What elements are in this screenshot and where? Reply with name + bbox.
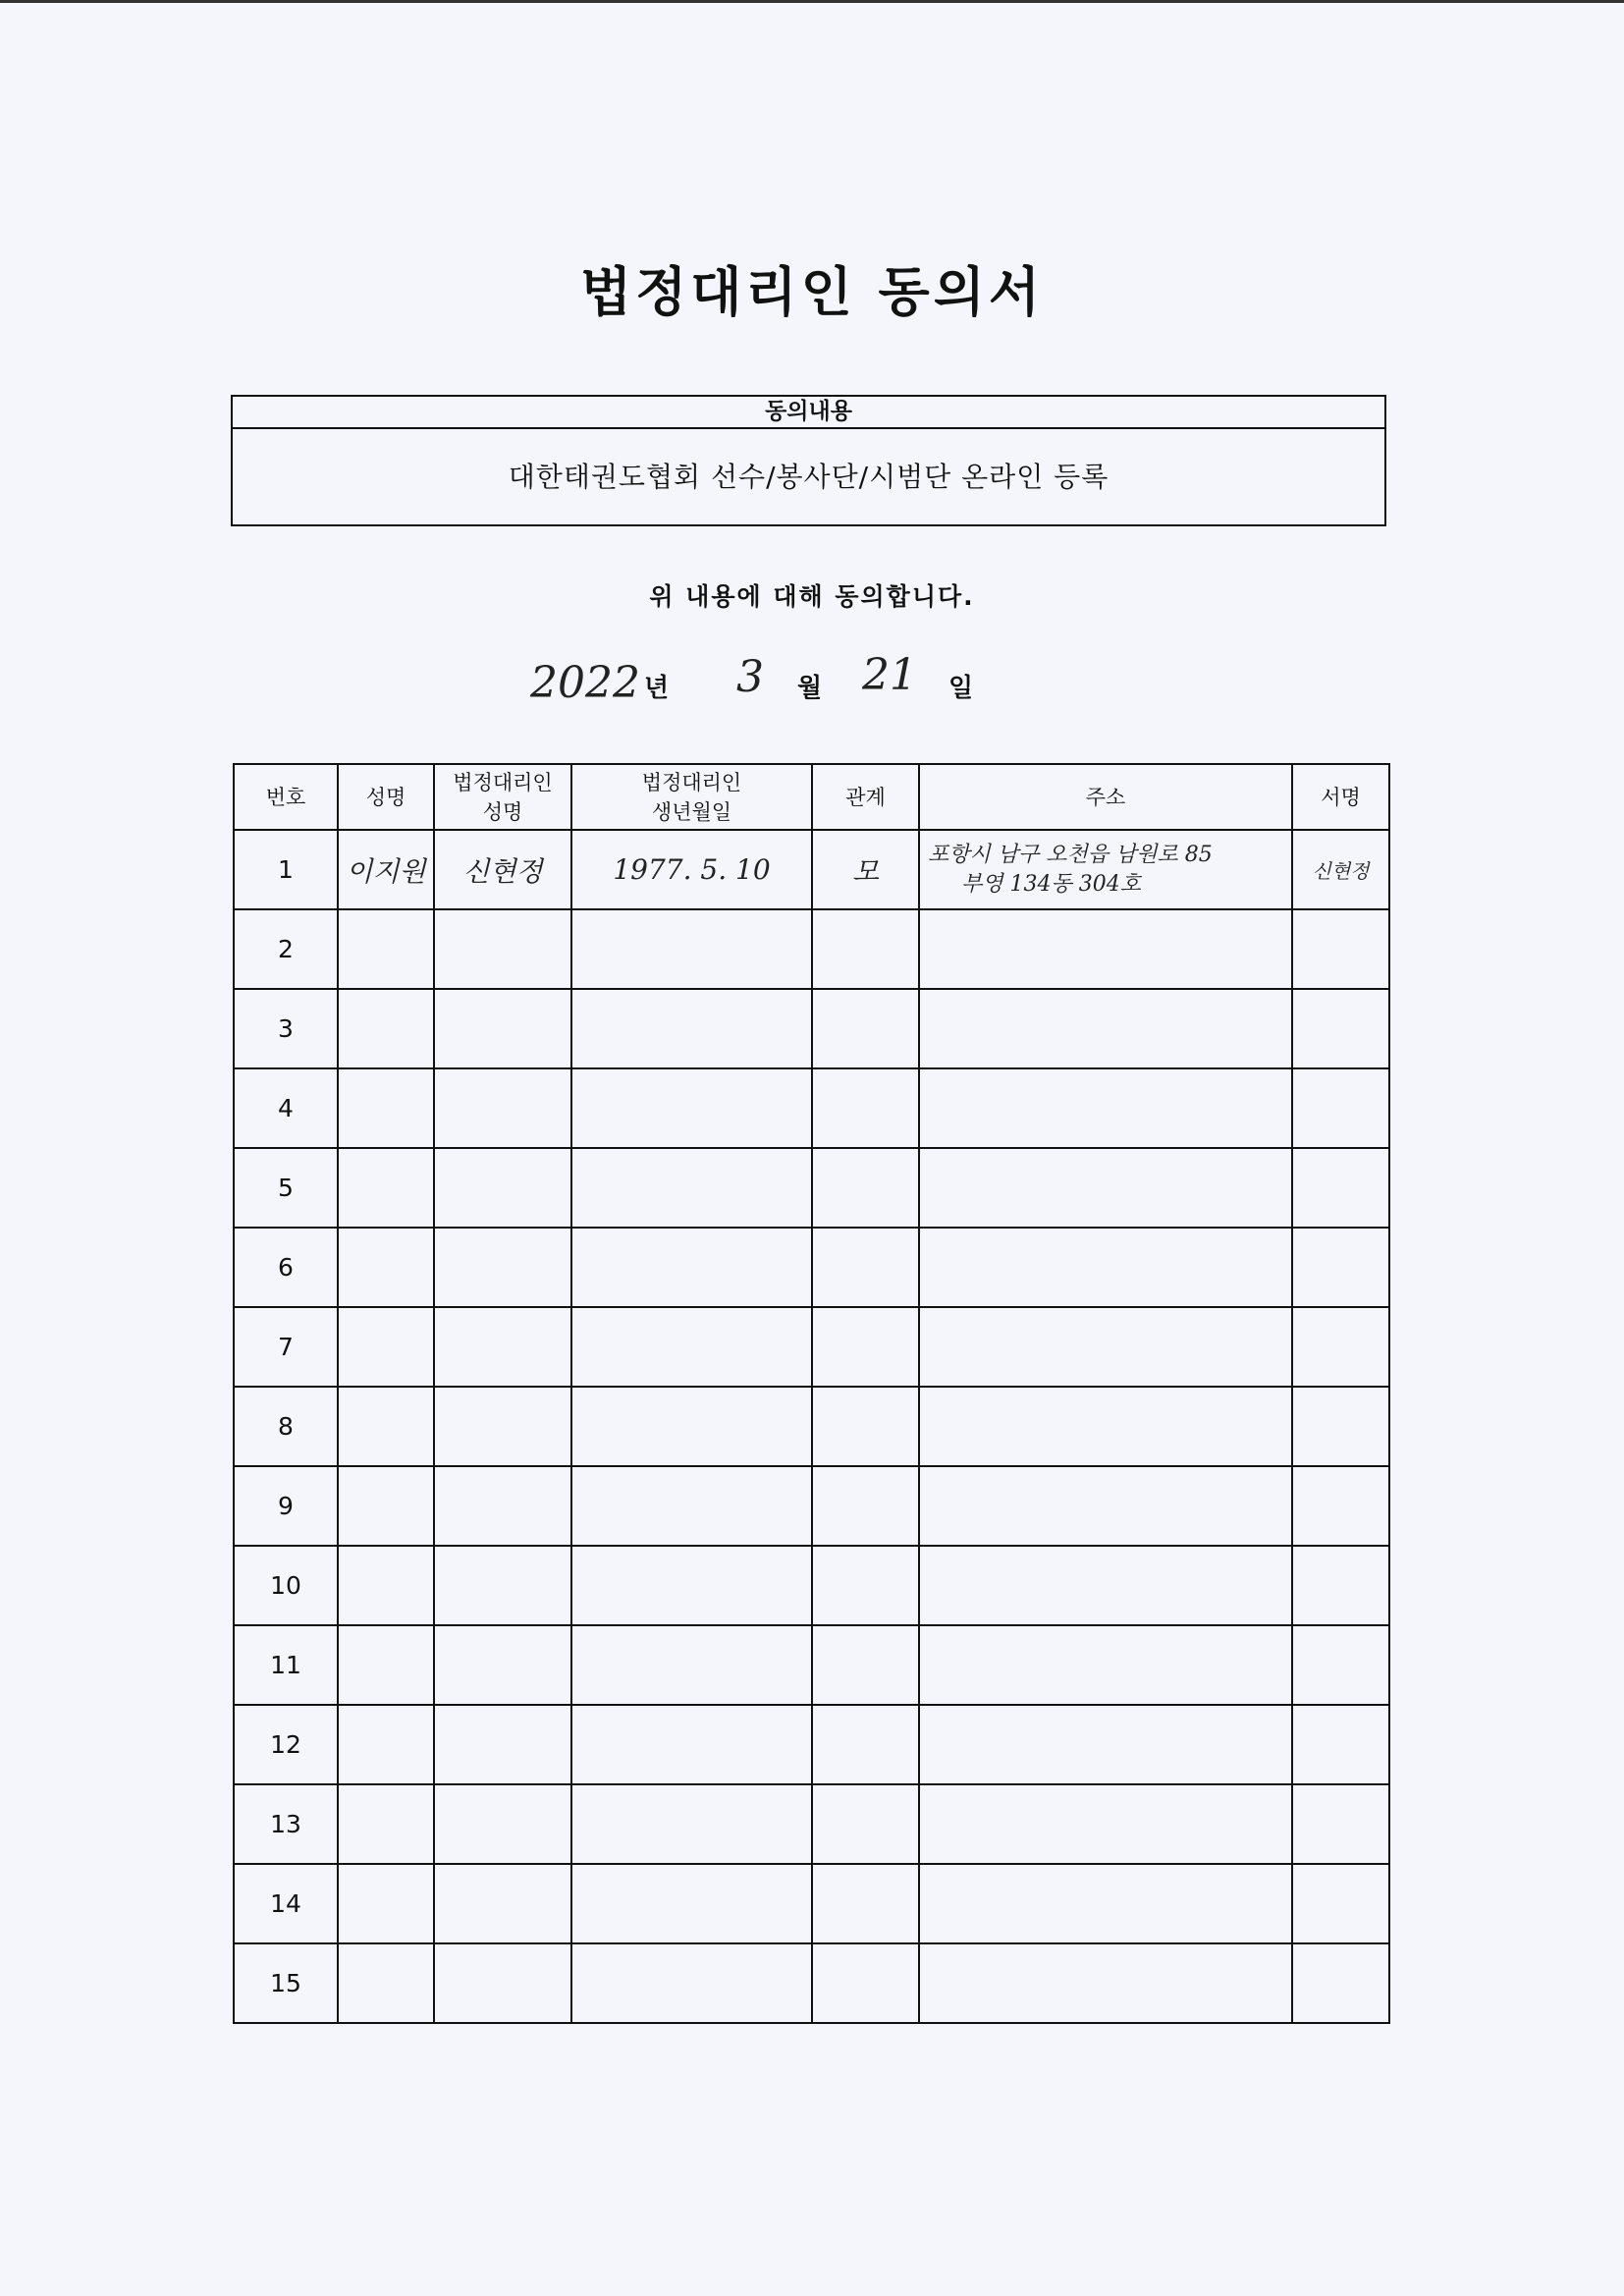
row-guardian-birth: 1977. 5. 10 <box>571 830 812 909</box>
row-no: 7 <box>234 1307 338 1387</box>
table-row <box>234 1784 1389 1864</box>
row-no: 9 <box>234 1466 338 1546</box>
row-name[interactable] <box>338 1466 434 1546</box>
header-name: 성명 <box>338 764 434 830</box>
row-relation[interactable] <box>812 1943 919 2023</box>
row-guardian-birth[interactable] <box>571 909 812 989</box>
row-address[interactable] <box>919 1943 1292 2023</box>
row-guardian-name[interactable] <box>434 909 571 989</box>
header-no: 번호 <box>234 764 338 830</box>
consent-content: 대한태권도협회 선수/봉사단/시범단 온라인 등록 <box>508 461 1110 493</box>
row-guardian-name[interactable] <box>434 1625 571 1705</box>
table-row <box>234 1864 1389 1943</box>
table-row <box>234 1546 1389 1625</box>
row-guardian-name[interactable] <box>434 1387 571 1466</box>
guardian-roster-table <box>233 763 1390 2024</box>
row-name[interactable] <box>338 1068 434 1148</box>
row-guardian-name[interactable] <box>434 1307 571 1387</box>
header-signature: 서명 <box>1292 764 1389 830</box>
row-guardian-name[interactable] <box>434 1943 571 2023</box>
row-relation[interactable] <box>812 1148 919 1228</box>
row-relation[interactable] <box>812 1864 919 1943</box>
row-guardian-birth[interactable] <box>571 1705 812 1784</box>
row-address[interactable] <box>919 1307 1292 1387</box>
row-signature[interactable] <box>1292 1784 1389 1864</box>
row-no: 8 <box>234 1387 338 1466</box>
row-relation: 모 <box>812 830 919 909</box>
row-relation[interactable] <box>812 1307 919 1387</box>
row-guardian-name[interactable] <box>434 1466 571 1546</box>
row-no: 11 <box>234 1625 338 1705</box>
table-row <box>234 1705 1389 1784</box>
agreement-statement: 위 내용에 대해 동의합니다. <box>649 582 975 611</box>
row-address[interactable] <box>919 989 1292 1068</box>
row-relation[interactable] <box>812 1387 919 1466</box>
row-guardian-birth[interactable] <box>571 1307 812 1387</box>
row-relation[interactable] <box>812 1466 919 1546</box>
row-guardian-name[interactable] <box>434 1705 571 1784</box>
row-guardian-name[interactable] <box>434 1864 571 1943</box>
row-relation[interactable] <box>812 1068 919 1148</box>
row-guardian-name: 신현정 <box>434 830 571 909</box>
row-guardian-name[interactable] <box>434 1228 571 1307</box>
row-name[interactable] <box>338 1943 434 2023</box>
row-no: 5 <box>234 1148 338 1228</box>
table-row <box>234 1068 1389 1148</box>
row-guardian-name[interactable] <box>434 989 571 1068</box>
row-signature[interactable] <box>1292 1705 1389 1784</box>
header-guardian-name-line1: 법정대리인 <box>453 770 553 794</box>
row-address[interactable] <box>919 1466 1292 1546</box>
row-signature[interactable] <box>1292 1148 1389 1228</box>
row-address[interactable] <box>919 1068 1292 1148</box>
document-title: 법정대리인 동의서 <box>579 261 1045 323</box>
consent-box <box>231 395 1386 526</box>
row-no: 1 <box>234 830 338 909</box>
date-month-unit: 월 <box>797 674 823 703</box>
row-no: 6 <box>234 1228 338 1307</box>
table-row <box>234 1228 1389 1307</box>
row-guardian-birth[interactable] <box>571 1864 812 1943</box>
row-relation[interactable] <box>812 1784 919 1864</box>
row-name[interactable] <box>338 1148 434 1228</box>
table-row <box>234 830 1389 909</box>
header-guardian-name <box>434 764 571 830</box>
row-address[interactable] <box>919 1148 1292 1228</box>
row-no: 2 <box>234 909 338 989</box>
row-no: 15 <box>234 1943 338 2023</box>
row-name[interactable] <box>338 1784 434 1864</box>
row-signature: 신현정 <box>1292 830 1389 909</box>
header-address: 주소 <box>919 764 1292 830</box>
top-edge-rule <box>0 0 1624 3</box>
row-address[interactable] <box>919 1228 1292 1307</box>
date-day-unit: 일 <box>948 674 974 703</box>
row-relation[interactable] <box>812 989 919 1068</box>
header-guardian-birth-line2: 생년월일 <box>651 799 732 824</box>
row-guardian-birth[interactable] <box>571 1625 812 1705</box>
row-relation[interactable] <box>812 1228 919 1307</box>
table-row <box>234 1466 1389 1546</box>
row-address[interactable] <box>919 909 1292 989</box>
row-name[interactable] <box>338 989 434 1068</box>
row-no: 13 <box>234 1784 338 1864</box>
consent-heading: 동의내용 <box>233 397 1384 429</box>
table-row <box>234 1625 1389 1705</box>
row-guardian-birth[interactable] <box>571 1148 812 1228</box>
row-address[interactable] <box>919 1705 1292 1784</box>
row-address[interactable] <box>919 1387 1292 1466</box>
row-no: 10 <box>234 1546 338 1625</box>
header-guardian-birth-line1: 법정대리인 <box>641 770 742 794</box>
row-guardian-name[interactable] <box>434 1546 571 1625</box>
row-address[interactable] <box>919 1625 1292 1705</box>
row-signature[interactable] <box>1292 1625 1389 1705</box>
table-row <box>234 909 1389 989</box>
row-signature[interactable] <box>1292 1466 1389 1546</box>
row-no: 14 <box>234 1864 338 1943</box>
row-signature[interactable] <box>1292 1228 1389 1307</box>
row-guardian-name[interactable] <box>434 1068 571 1148</box>
row-guardian-birth[interactable] <box>571 1068 812 1148</box>
header-guardian-birth <box>571 764 812 830</box>
table-row <box>234 989 1389 1068</box>
row-address-line2: 부영 134동 304호 <box>961 871 1141 897</box>
row-guardian-name[interactable] <box>434 1784 571 1864</box>
row-name[interactable] <box>338 1307 434 1387</box>
row-relation[interactable] <box>812 1625 919 1705</box>
row-signature[interactable] <box>1292 1307 1389 1387</box>
table-row <box>234 1148 1389 1228</box>
row-address-line1: 포항시 남구 오천읍 남원로 85 <box>928 842 1213 867</box>
row-signature[interactable] <box>1292 1387 1389 1466</box>
date-month: 3 <box>736 652 764 702</box>
table-row <box>234 1307 1389 1387</box>
row-name[interactable] <box>338 1546 434 1625</box>
header-relation: 관계 <box>812 764 919 830</box>
row-address <box>919 830 1292 909</box>
row-address[interactable] <box>919 1546 1292 1625</box>
row-name[interactable] <box>338 909 434 989</box>
table-row <box>234 1943 1389 2023</box>
row-no: 4 <box>234 1068 338 1148</box>
row-guardian-birth[interactable] <box>571 1784 812 1864</box>
row-guardian-birth[interactable] <box>571 1546 812 1625</box>
row-relation[interactable] <box>812 1546 919 1625</box>
date-line <box>0 648 1624 717</box>
row-guardian-birth[interactable] <box>571 1466 812 1546</box>
row-no: 12 <box>234 1705 338 1784</box>
row-name[interactable] <box>338 1705 434 1784</box>
row-name[interactable] <box>338 1625 434 1705</box>
row-guardian-birth[interactable] <box>571 1387 812 1466</box>
header-guardian-name-line2: 성명 <box>482 799 523 824</box>
row-name[interactable] <box>338 1864 434 1943</box>
date-year: 2022 <box>530 658 640 708</box>
table-row <box>234 1387 1389 1466</box>
row-name: 이지원 <box>338 830 434 909</box>
row-no: 3 <box>234 989 338 1068</box>
row-signature[interactable] <box>1292 909 1389 989</box>
date-day: 21 <box>862 650 917 700</box>
row-relation[interactable] <box>812 909 919 989</box>
row-name[interactable] <box>338 1228 434 1307</box>
row-signature[interactable] <box>1292 1943 1389 2023</box>
row-signature[interactable] <box>1292 1864 1389 1943</box>
row-guardian-name[interactable] <box>434 1148 571 1228</box>
row-signature[interactable] <box>1292 989 1389 1068</box>
table-header-row <box>234 764 1389 830</box>
row-address[interactable] <box>919 1784 1292 1864</box>
row-address[interactable] <box>919 1864 1292 1943</box>
row-signature[interactable] <box>1292 1546 1389 1625</box>
row-relation[interactable] <box>812 1705 919 1784</box>
row-signature[interactable] <box>1292 1068 1389 1148</box>
row-guardian-birth[interactable] <box>571 1943 812 2023</box>
date-year-unit: 년 <box>644 674 670 703</box>
row-guardian-birth[interactable] <box>571 1228 812 1307</box>
row-guardian-birth[interactable] <box>571 989 812 1068</box>
row-name[interactable] <box>338 1387 434 1466</box>
